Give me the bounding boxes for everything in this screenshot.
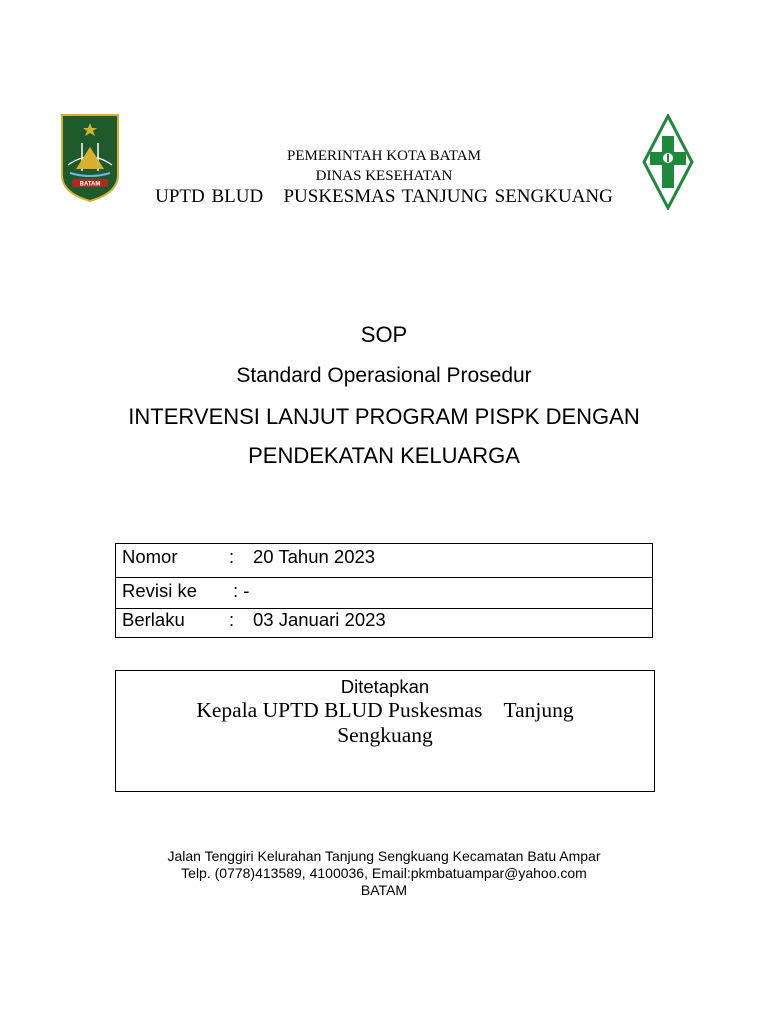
header-government: PEMERINTAH KOTA BATAM (287, 148, 481, 164)
doc-type-title: SOP (360, 322, 408, 347)
nomor-separator: : (229, 546, 235, 567)
info-table (115, 543, 653, 638)
approval-box (115, 670, 655, 792)
footer-city: BATAM (360, 882, 408, 898)
approver-title-line1: Kepala UPTD BLUD Puskesmas Tanjung (196, 698, 574, 722)
header-department: DINAS KESEHATAN (315, 168, 453, 184)
info-row-berlaku (116, 609, 652, 638)
doc-main-title-line2: PENDEKATAN KELUARGA (248, 443, 520, 468)
footer-contact: Telp. (0778)413589, 4100036, Email:pkmbatuampar@yahoo.com (181, 865, 587, 881)
info-row-nomor (116, 544, 652, 578)
approval-label: Ditetapkan (340, 676, 430, 697)
nomor-value: 20 Tahun 2023 (253, 546, 376, 567)
left-logo-text: BATAM (79, 181, 101, 188)
nomor-label: Nomor (122, 546, 178, 567)
berlaku-value: 03 Januari 2023 (253, 609, 386, 630)
revisi-label: Revisi ke (122, 580, 198, 601)
berlaku-label: Berlaku (122, 609, 185, 630)
footer-address: Jalan Tenggiri Kelurahan Tanjung Sengkuang Kecamatan Batu Ampar (167, 848, 601, 864)
header-institution: UPTD BLUD PUSKESMAS TANJUNG SENGKUANG (155, 186, 613, 207)
berlaku-separator: : (229, 609, 235, 630)
revisi-value: : - (233, 580, 250, 601)
doc-main-title-line1: INTERVENSI LANJUT PROGRAM PISPK DENGAN (128, 404, 640, 429)
approver-title-line2: Sengkuang (337, 723, 433, 747)
doc-subtitle: Standard Operasional Prosedur (236, 364, 532, 387)
info-row-revisi (116, 578, 652, 609)
